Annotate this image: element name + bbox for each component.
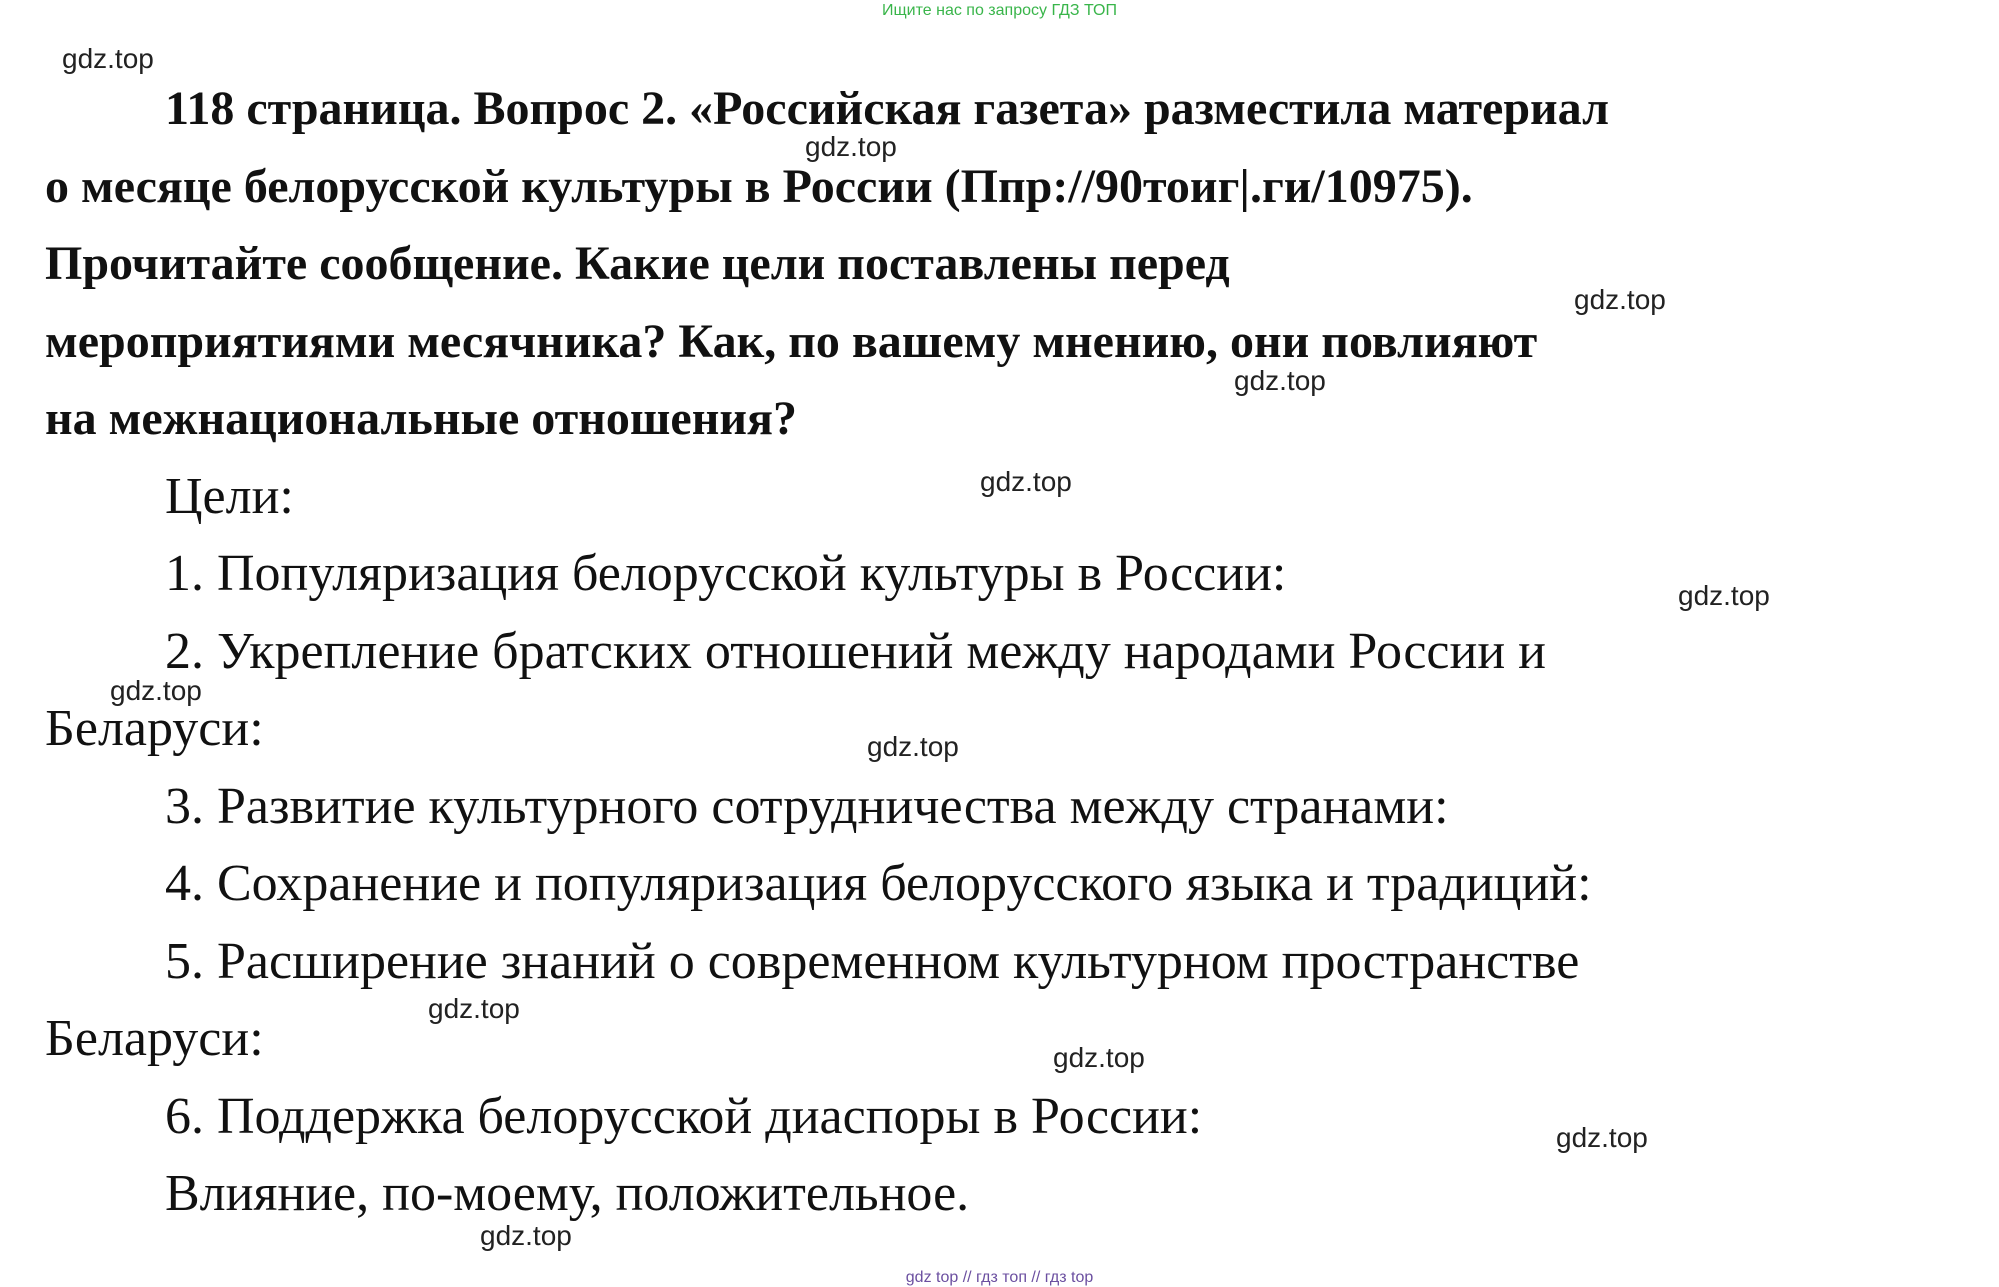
goal-1: 1. Популяризация белорусской культуры в России: [165, 545, 1287, 602]
watermark: gdz.top [480, 1220, 572, 1251]
watermark: gdz.top [805, 131, 897, 162]
goals-heading: Цели: [165, 468, 294, 525]
watermark: gdz.top [1053, 1042, 1145, 1073]
goal-4: 4. Сохранение и популяризация белорусского языка и традиций: [165, 855, 1592, 912]
watermark: gdz.top [980, 466, 1072, 497]
watermark: gdz.top [1234, 365, 1326, 396]
watermark: gdz.top [867, 731, 959, 762]
top-banner: Ищите нас по запросу ГДЗ ТОП [882, 2, 1117, 19]
question-line-2: о месяце белорусской культуры в России (Ппр://90тоиг|.ги/10975). [45, 160, 1473, 213]
footer-links: gdz top // гдз топ // гдз top [905, 1269, 1094, 1286]
question-line-1: 118 страница. Вопрос 2. «Российская газета» разместила материал [165, 82, 1610, 135]
question-line-5: на межнациональные отношения? [45, 392, 797, 445]
influence-conclusion: Влияние, по-моему, положительное. [165, 1165, 970, 1222]
goal-5-line-1: 5. Расширение знаний о современном культурном пространстве [165, 933, 1580, 990]
watermark: gdz.top [62, 43, 154, 74]
watermark: gdz.top [1574, 284, 1666, 315]
goal-3: 3. Развитие культурного сотрудничества между странами: [165, 778, 1449, 835]
watermark: gdz.top [1556, 1122, 1648, 1153]
watermark: gdz.top [1678, 580, 1770, 611]
goal-5-line-2: Беларуси: [45, 1010, 264, 1067]
question-line-3: Прочитайте сообщение. Какие цели поставлены перед [45, 237, 1230, 290]
goal-2-line-2: Беларуси: [45, 700, 264, 757]
goal-6: 6. Поддержка белорусской диаспоры в России: [165, 1088, 1203, 1145]
watermark: gdz.top [110, 675, 202, 706]
goal-2-line-1: 2. Укрепление братских отношений между народами России и [165, 623, 1546, 680]
watermark: gdz.top [428, 993, 520, 1024]
question-line-4: мероприятиями месячника? Как, по вашему мнению, они повлияют [45, 315, 1538, 368]
